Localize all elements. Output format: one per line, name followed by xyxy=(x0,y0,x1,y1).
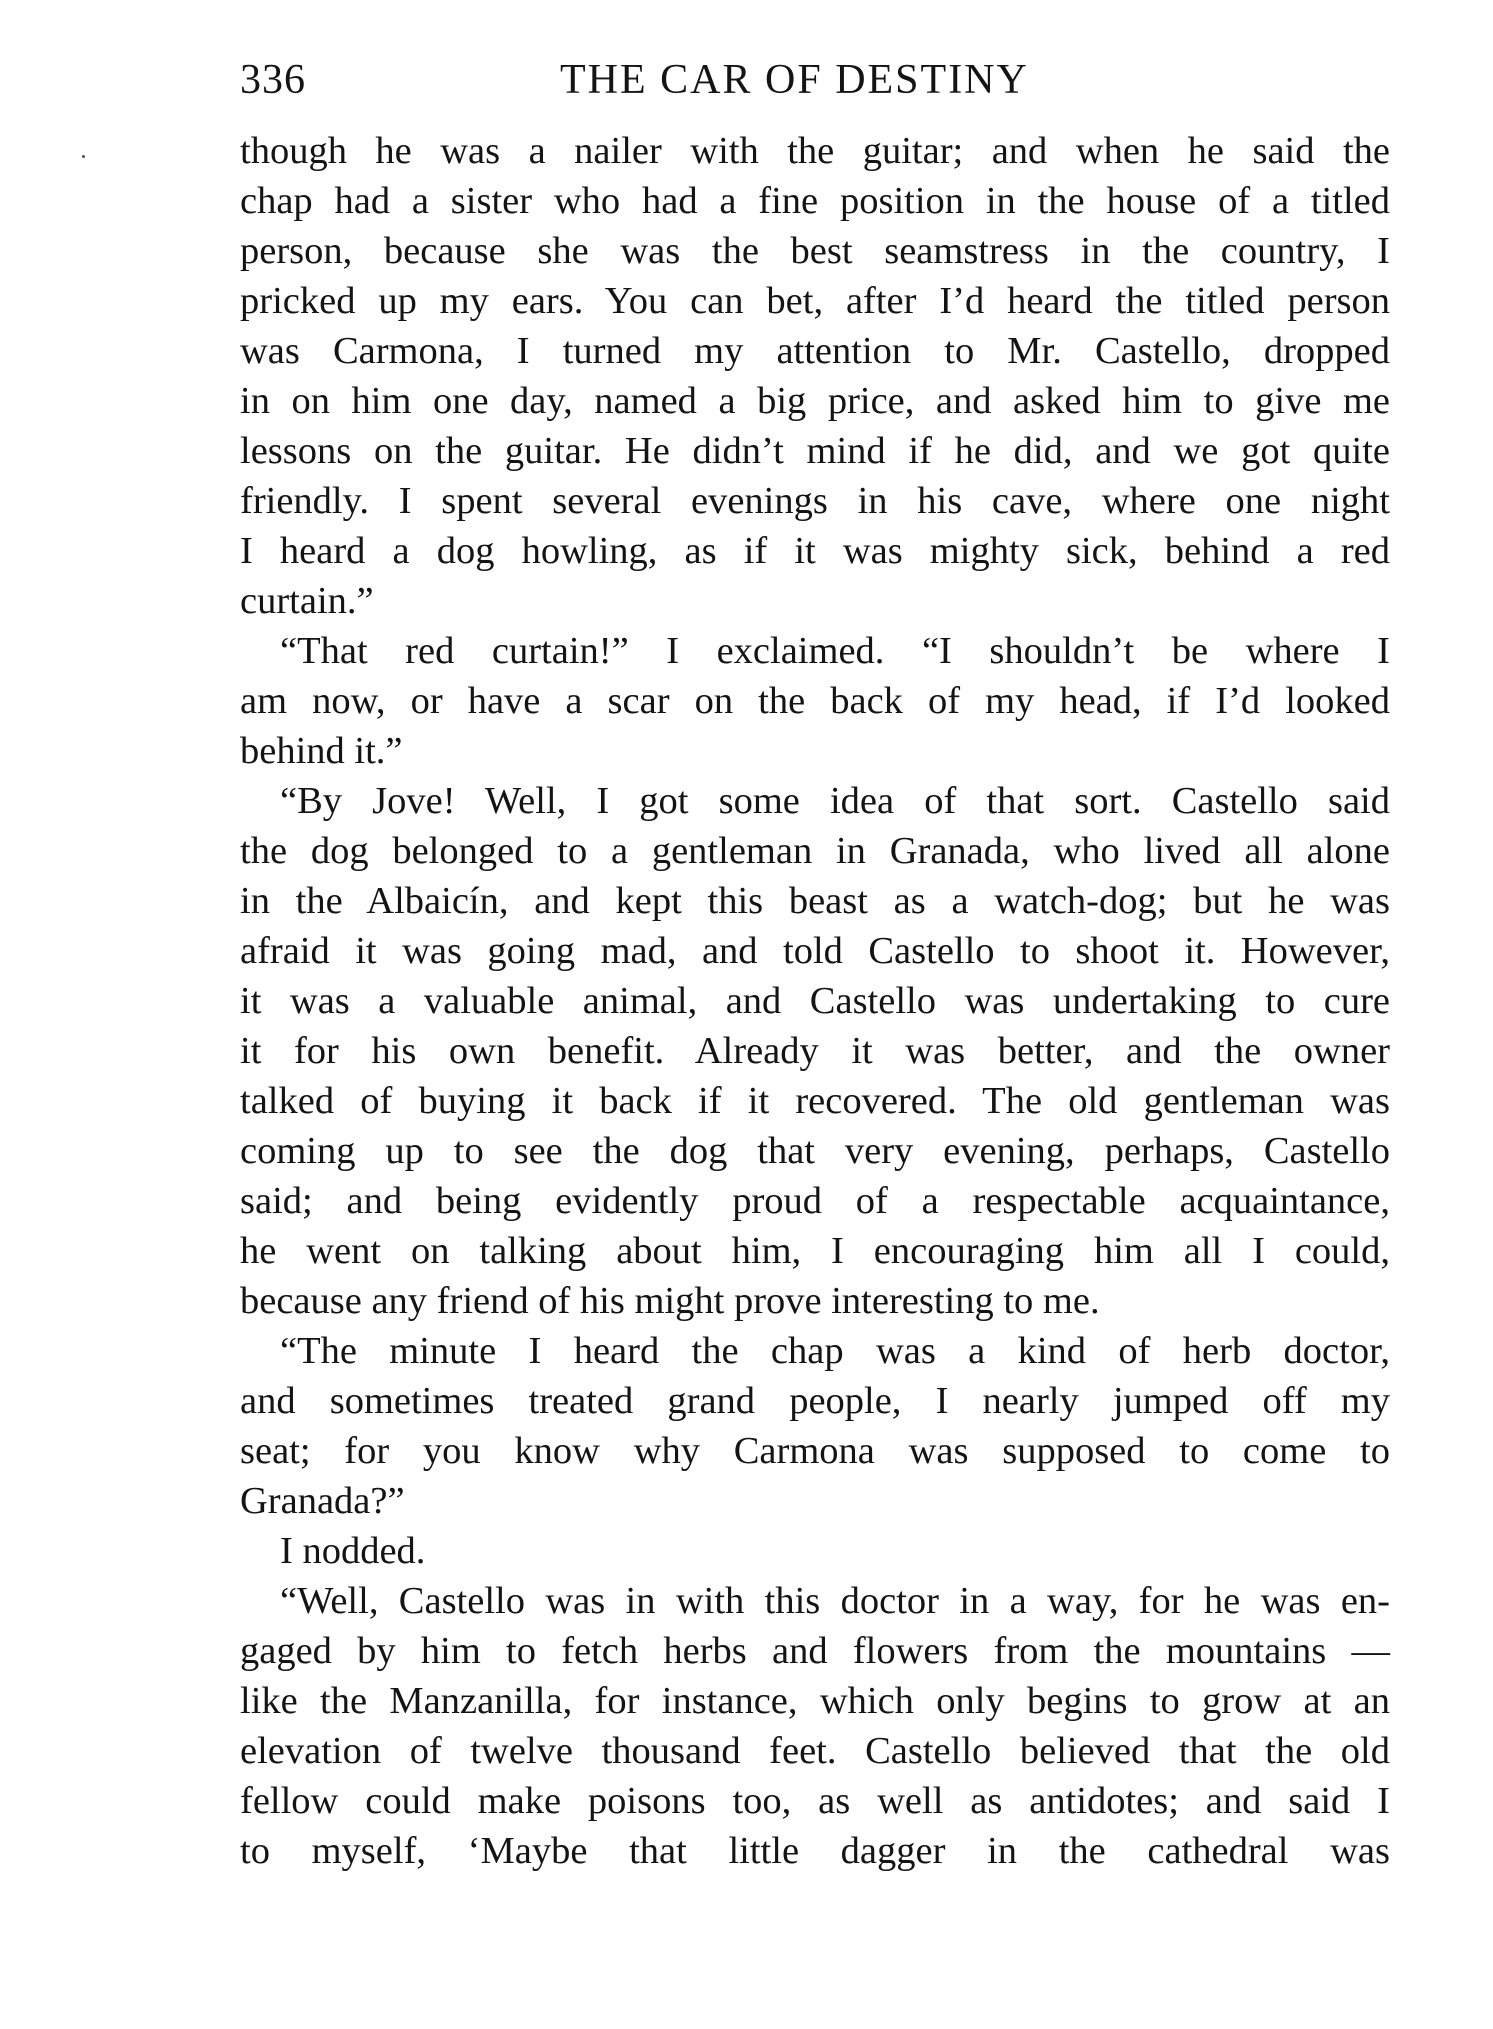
text-line: in on him one day, named a big price, and asked him to give me xyxy=(240,380,1390,422)
text-line: friendly. I spent several evenings in his cave, where one night xyxy=(240,480,1390,522)
text-line: pricked up my ears. You can bet, after I’d heard the titled person xyxy=(240,280,1390,322)
text-line: lessons on the guitar. He didn’t mind if he did, and we got quite xyxy=(240,430,1390,472)
running-title: THE CAR OF DESTINY xyxy=(560,57,1029,103)
text-line: like the Manzanilla, for instance, which only begins to grow at an xyxy=(240,1680,1390,1722)
text-line: it for his own benefit. Already it was better, and the owner xyxy=(240,1030,1390,1072)
page-number: 336 xyxy=(240,57,306,103)
text-line: am now, or have a scar on the back of my head, if I’d looked xyxy=(240,680,1390,722)
text-line: it was a valuable animal, and Castello was undertaking to cure xyxy=(240,980,1390,1022)
text-line: I nodded. xyxy=(280,1530,426,1572)
text-line: he went on talking about him, I encouraging him all I could, xyxy=(240,1230,1390,1272)
text-line: the dog belonged to a gentleman in Granada, who lived all alone xyxy=(240,830,1390,872)
text-line: “Well, Castello was in with this doctor in a way, for he was en- xyxy=(280,1580,1390,1622)
text-line: though he was a nailer with the guitar; and when he said the xyxy=(240,130,1390,172)
text-line: said; and being evidently proud of a respectable acquaintance, xyxy=(240,1180,1390,1222)
text-line: gaged by him to fetch herbs and flowers from the mountains — xyxy=(240,1630,1390,1672)
text-line: fellow could make poisons too, as well as antidotes; and said I xyxy=(240,1780,1390,1822)
text-line: because any friend of his might prove interesting to me. xyxy=(240,1280,1100,1322)
text-line: afraid it was going mad, and told Castello to shoot it. However, xyxy=(240,930,1390,972)
running-header xyxy=(240,50,1390,110)
text-line: “That red curtain!” I exclaimed. “I shouldn’t be where I xyxy=(280,630,1390,672)
text-line: person, because she was the best seamstress in the country, I xyxy=(240,230,1390,272)
text-line: coming up to see the dog that very evening, perhaps, Castello xyxy=(240,1130,1390,1172)
text-line: I heard a dog howling, as if it was mighty sick, behind a red xyxy=(240,530,1390,572)
text-line: elevation of twelve thousand feet. Castello believed that the old xyxy=(240,1730,1390,1772)
ink-speck xyxy=(82,155,85,158)
text-line: behind it.” xyxy=(240,730,403,772)
text-line: Granada?” xyxy=(240,1480,405,1522)
text-line: talked of buying it back if it recovered. The old gentleman was xyxy=(240,1080,1390,1122)
body-text xyxy=(240,126,1390,1876)
text-line: curtain.” xyxy=(240,580,374,622)
text-line: to myself, ‘Maybe that little dagger in the cathedral was xyxy=(240,1830,1390,1872)
text-line: “By Jove! Well, I got some idea of that sort. Castello said xyxy=(280,780,1390,822)
text-line: was Carmona, I turned my attention to Mr. Castello, dropped xyxy=(240,330,1390,372)
text-line: “The minute I heard the chap was a kind of herb doctor, xyxy=(280,1330,1390,1372)
text-line: in the Albaicín, and kept this beast as a watch-dog; but he was xyxy=(240,880,1390,922)
text-line: and sometimes treated grand people, I nearly jumped off my xyxy=(240,1380,1390,1422)
text-line: seat; for you know why Carmona was supposed to come to xyxy=(240,1430,1390,1472)
text-line: chap had a sister who had a fine position in the house of a titled xyxy=(240,180,1390,222)
